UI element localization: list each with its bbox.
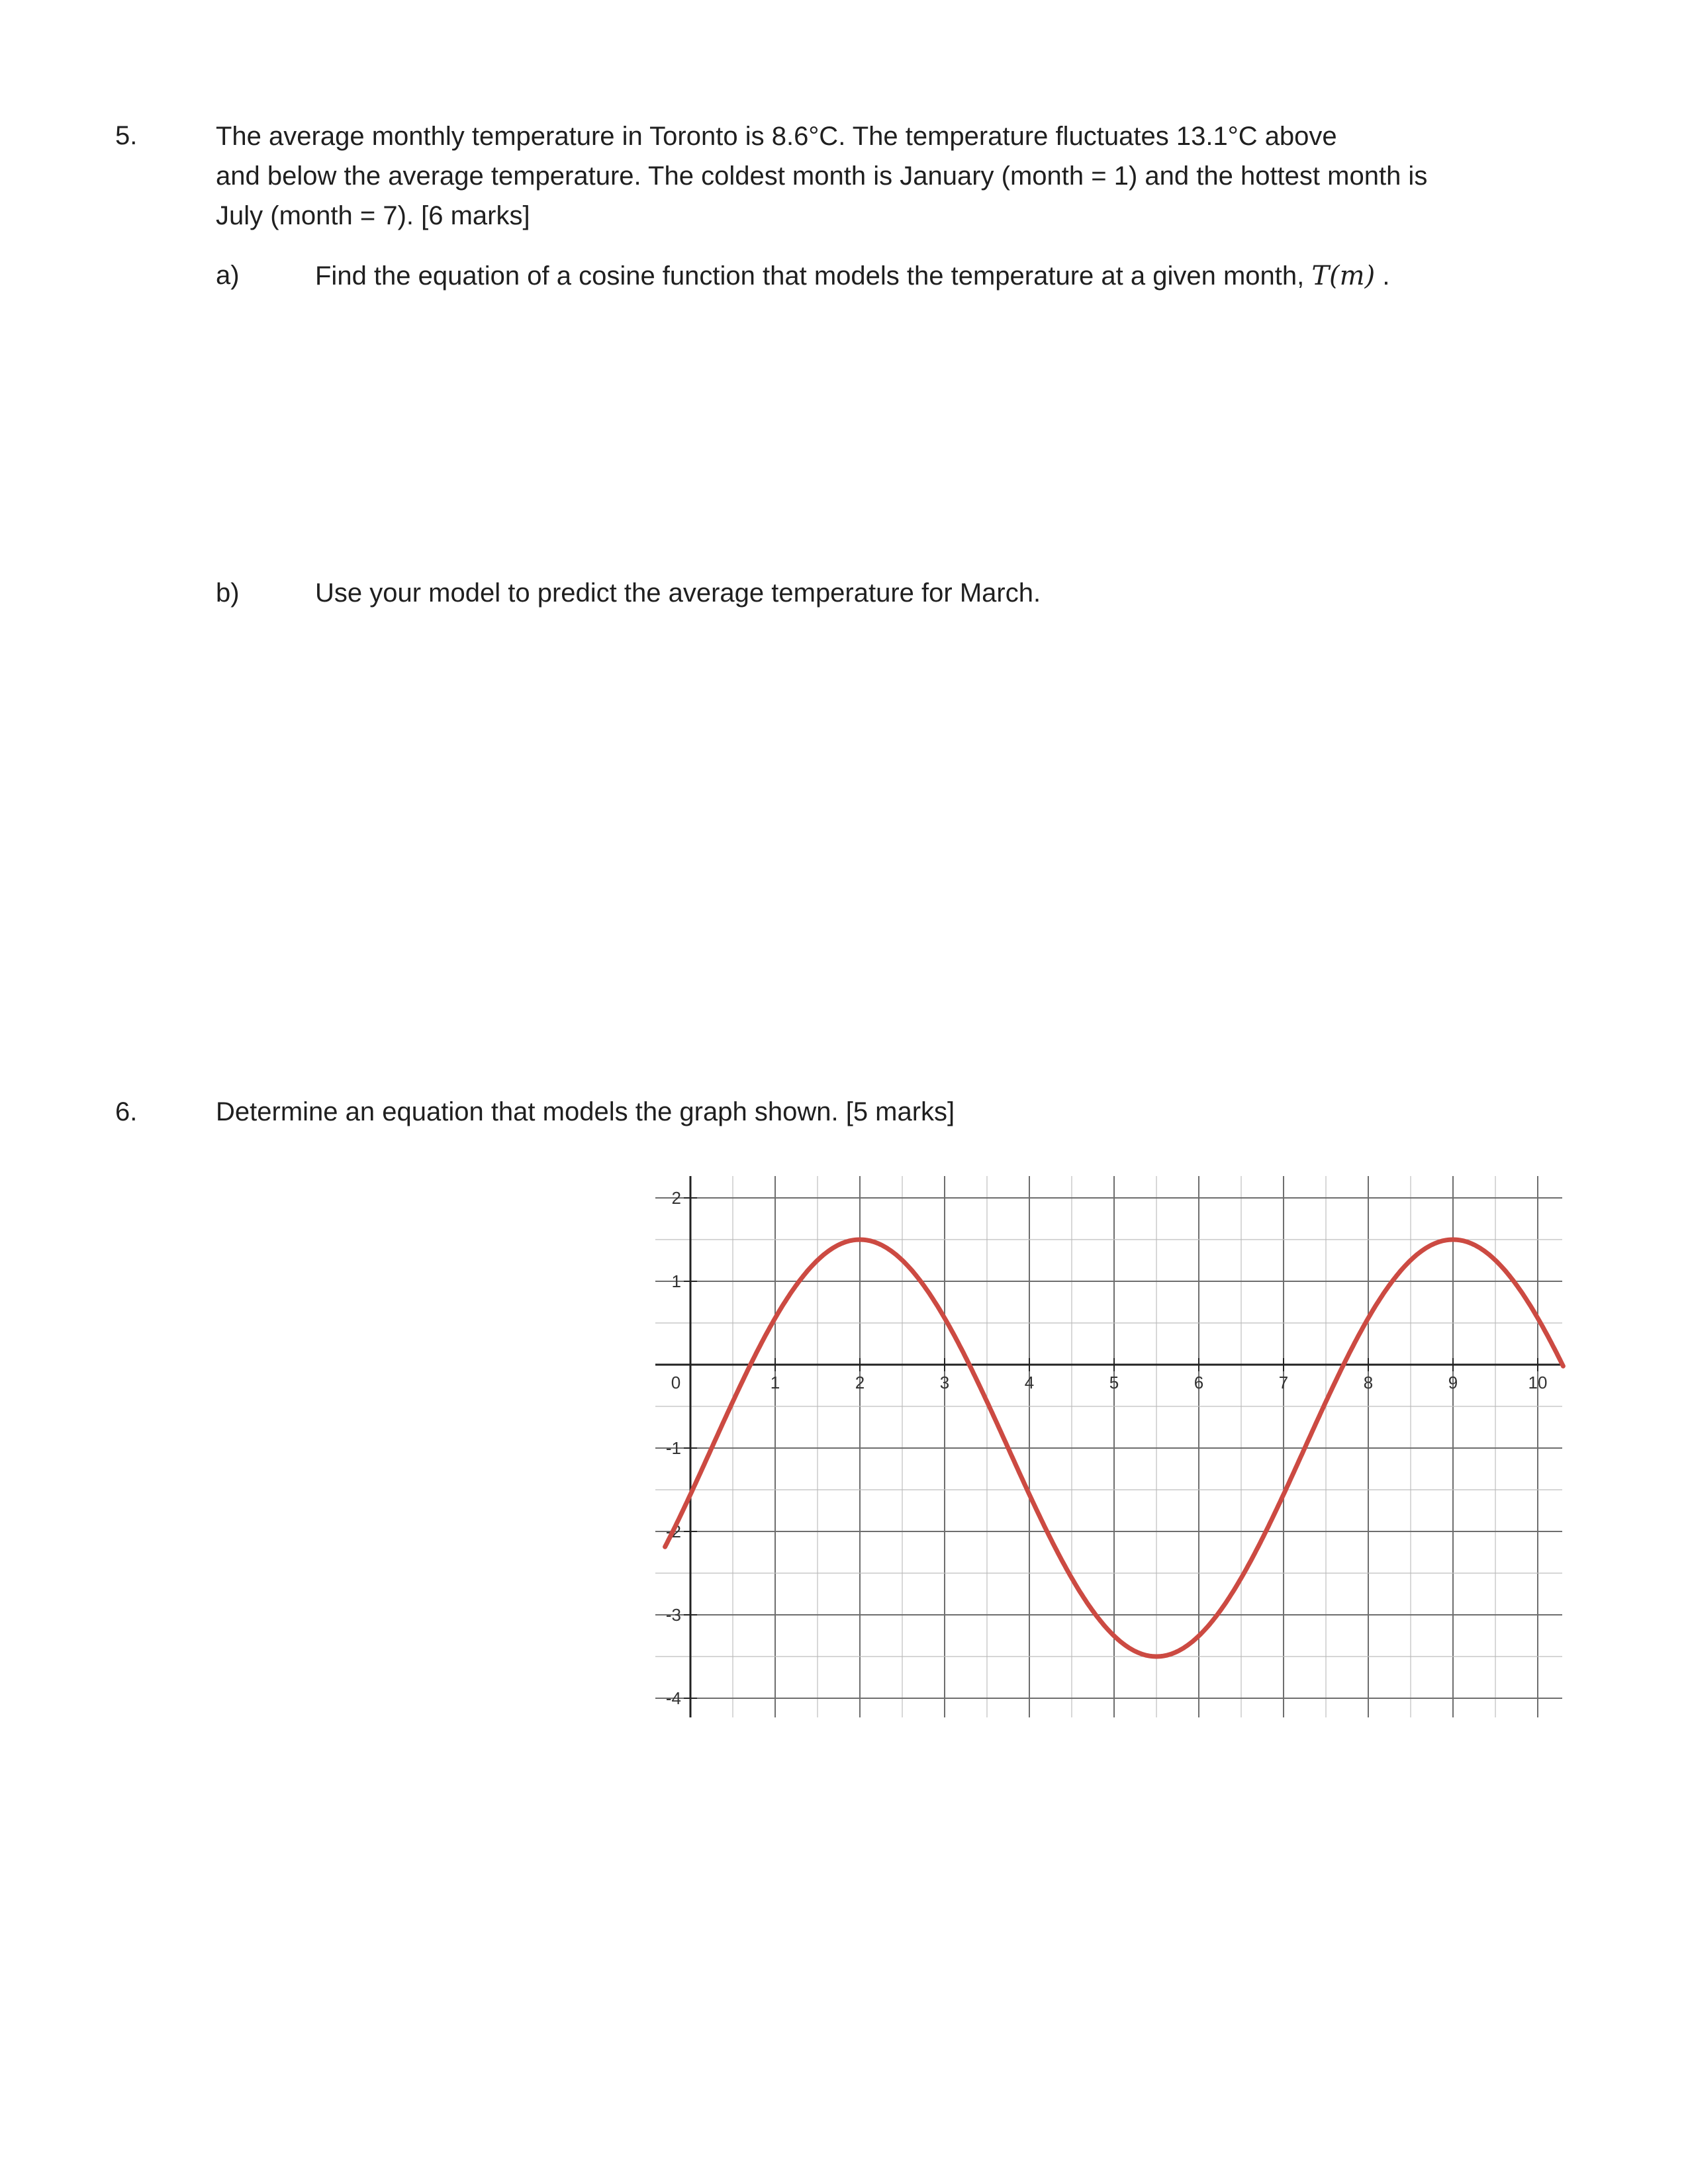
part-a-math: T(m) bbox=[1311, 261, 1376, 291]
sinusoid-graph bbox=[629, 1161, 1569, 1731]
part-a-question: Find the equation of a cosine function that models the temperature at a given month, bbox=[315, 261, 1312, 291]
question-5-text bbox=[216, 116, 1553, 236]
x-tick-label: 7 bbox=[1278, 1373, 1289, 1392]
question-5-line-2: and below the average temperature. The coldest month is January (month = 1) and the hottest month is bbox=[216, 161, 1428, 191]
y-tick-label: -1 bbox=[665, 1438, 681, 1458]
x-tick-label: 9 bbox=[1448, 1373, 1458, 1392]
part-b-label: b) bbox=[216, 578, 240, 608]
x-tick-label: 0 bbox=[671, 1373, 681, 1392]
x-tick-label: 1 bbox=[770, 1373, 780, 1392]
question-5-line-3: July (month = 7). [6 marks] bbox=[216, 201, 530, 230]
x-tick-label: 4 bbox=[1024, 1373, 1035, 1392]
part-b-text: Use your model to predict the average temperature for March. bbox=[315, 578, 1041, 608]
x-tick-label: 3 bbox=[939, 1373, 950, 1392]
grid bbox=[655, 1176, 1562, 1717]
y-tick-label: 2 bbox=[671, 1188, 681, 1208]
y-tick-label: 1 bbox=[671, 1271, 681, 1291]
x-tick-label: 6 bbox=[1194, 1373, 1204, 1392]
y-tick-label: -3 bbox=[665, 1605, 681, 1625]
question-6-text: Determine an equation that models the graph shown. [5 marks] bbox=[216, 1097, 955, 1126]
x-tick-label: 8 bbox=[1363, 1373, 1374, 1392]
x-tick-label: 5 bbox=[1109, 1373, 1119, 1392]
part-a-text bbox=[315, 261, 1389, 291]
question-5-line-1: The average monthly temperature in Toronto is 8.6°C. The temperature fluctuates 13.1°C above bbox=[216, 122, 1337, 151]
question-6-number: 6. bbox=[115, 1097, 138, 1126]
x-tick-label: 2 bbox=[855, 1373, 865, 1392]
question-5-number: 5. bbox=[115, 121, 138, 150]
y-tick-label: -2 bbox=[665, 1522, 681, 1541]
part-a-label: a) bbox=[216, 261, 240, 290]
axes bbox=[655, 1176, 1562, 1717]
y-tick-label: -4 bbox=[665, 1688, 681, 1708]
x-tick-label: 10 bbox=[1528, 1373, 1548, 1392]
part-a-suffix: . bbox=[1375, 261, 1390, 291]
